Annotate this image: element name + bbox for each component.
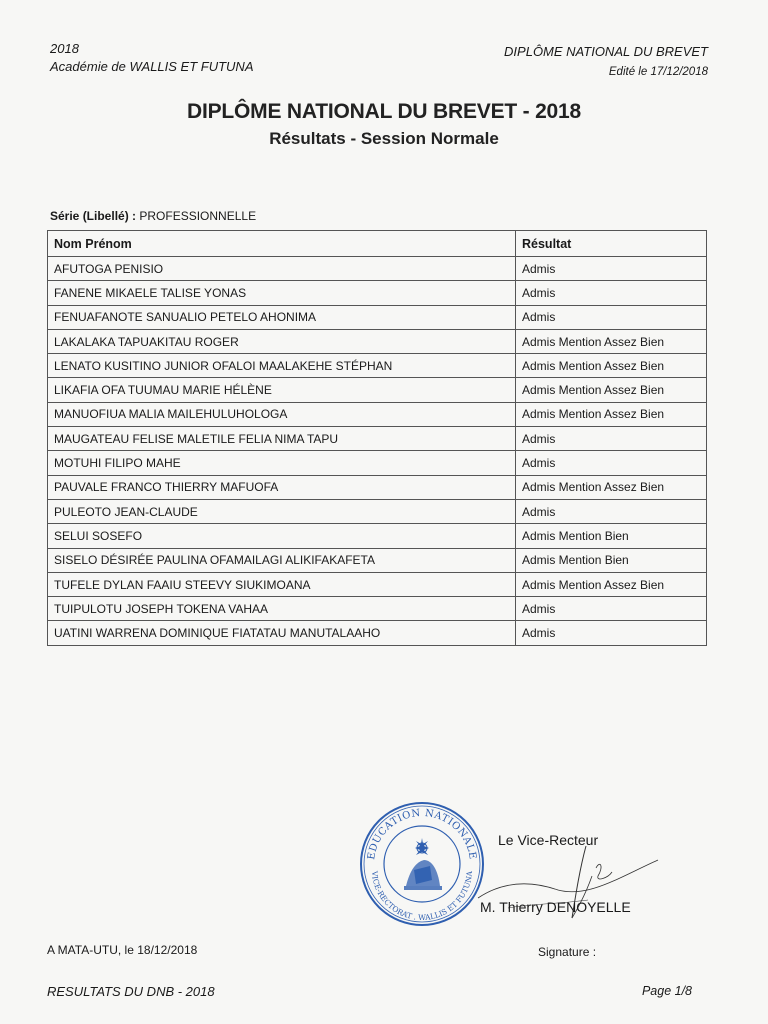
table-row [48, 451, 707, 475]
column-header-name: Nom Prénom [48, 231, 516, 257]
table-row [48, 572, 707, 596]
cell-name: UATINI WARRENA DOMINIQUE FIATATAU MANUTALAAHO [48, 621, 516, 645]
handwritten-signature [468, 838, 678, 938]
table-row [48, 524, 707, 548]
cell-result: Admis Mention Assez Bien [516, 354, 707, 378]
serie-label: Série (Libellé) : [50, 209, 137, 223]
cell-name: PULEOTO JEAN-CLAUDE [48, 499, 516, 523]
table-row [48, 402, 707, 426]
place-date: A MATA-UTU, le 18/12/2018 [47, 943, 198, 957]
cell-result: Admis Mention Bien [516, 548, 707, 572]
page-title: DIPLÔME NATIONAL DU BREVET - 2018 [186, 100, 581, 123]
cell-result: Admis [516, 257, 707, 281]
cell-result: Admis [516, 621, 707, 645]
header-left [50, 40, 254, 76]
cell-name: MAUGATEAU FELISE MALETILE FELIA NIMA TAPU [48, 427, 516, 451]
cell-name: SELUI SOSEFO [48, 524, 516, 548]
results-table [47, 230, 707, 646]
signatory-title: Le Vice-Recteur [498, 832, 599, 848]
table-row [48, 281, 707, 305]
stamp-emblem [404, 838, 442, 890]
cell-result: Admis Mention Assez Bien [516, 329, 707, 353]
stamp-top-text: EDUCATION NATIONALE [366, 807, 478, 861]
cell-result: Admis Mention Assez Bien [516, 402, 707, 426]
column-header-result: Résultat [516, 231, 707, 257]
cell-name: LENATO KUSITINO JUNIOR OFALOI MAALAKEHE STÉPHAN [48, 354, 516, 378]
header-right [504, 42, 708, 82]
results-table-body [48, 257, 707, 646]
footer-page-number: Page 1/8 [641, 984, 692, 998]
table-row [48, 378, 707, 402]
table-header-row [48, 231, 707, 257]
cell-result: Admis [516, 499, 707, 523]
serie-value: PROFESSIONNELLE [139, 209, 257, 223]
cell-name: TUIPULOTU JOSEPH TOKENA VAHAA [48, 597, 516, 621]
table-row [48, 475, 707, 499]
official-stamp [358, 800, 486, 928]
cell-name: PAUVALE FRANCO THIERRY MAFUOFA [48, 475, 516, 499]
page-subtitle: Résultats - Session Normale [269, 129, 499, 148]
cell-name: SISELO DÉSIRÉE PAULINA OFAMAILAGI ALIKIFAKAFETA [48, 548, 516, 572]
table-row [48, 305, 707, 329]
cell-result: Admis [516, 451, 707, 475]
cell-name: LAKALAKA TAPUAKITAU ROGER [48, 329, 516, 353]
serie-line [50, 209, 256, 223]
table-row [48, 257, 707, 281]
cell-result: Admis Mention Assez Bien [516, 572, 707, 596]
cell-name: TUFELE DYLAN FAAIU STEEVY SIUKIMOANA [48, 572, 516, 596]
header-edited-date: Edité le 17/12/2018 [608, 66, 708, 78]
cell-result: Admis [516, 305, 707, 329]
signature-label: Signature : [538, 945, 597, 959]
cell-name: AFUTOGA PENISIO [48, 257, 516, 281]
cell-name: FENUAFANOTE SANUALIO PETELO AHONIMA [48, 305, 516, 329]
table-row [48, 329, 707, 353]
cell-name: FANENE MIKAELE TALISE YONAS [48, 281, 516, 305]
footer-left: RESULTATS DU DNB - 2018 [47, 984, 215, 999]
cell-result: Admis Mention Assez Bien [516, 378, 707, 402]
header-year: 2018 [50, 41, 79, 56]
table-row [48, 499, 707, 523]
table-row [48, 621, 707, 645]
table-row [48, 597, 707, 621]
table-row [48, 354, 707, 378]
cell-name: LIKAFIA OFA TUUMAU MARIE HÉLÈNE [48, 378, 516, 402]
cell-result: Admis Mention Bien [516, 524, 707, 548]
cell-result: Admis [516, 281, 707, 305]
header-right-title: DIPLÔME NATIONAL DU BREVET [504, 44, 708, 59]
cell-name: MANUOFIUA MALIA MAILEHULUHOLOGA [48, 402, 516, 426]
stamp-bottom-text: VICE-RECTORAT . WALLIS ET FUTUNA [369, 870, 475, 923]
cell-name: MOTUHI FILIPO MAHE [48, 451, 516, 475]
cell-result: Admis [516, 597, 707, 621]
cell-result: Admis Mention Assez Bien [516, 475, 707, 499]
signatory-name: M. Thierry DENOYELLE [480, 899, 631, 915]
cell-result: Admis [516, 427, 707, 451]
table-row [48, 548, 707, 572]
table-row [48, 427, 707, 451]
header-academie: Académie de WALLIS ET FUTUNA [50, 59, 254, 74]
